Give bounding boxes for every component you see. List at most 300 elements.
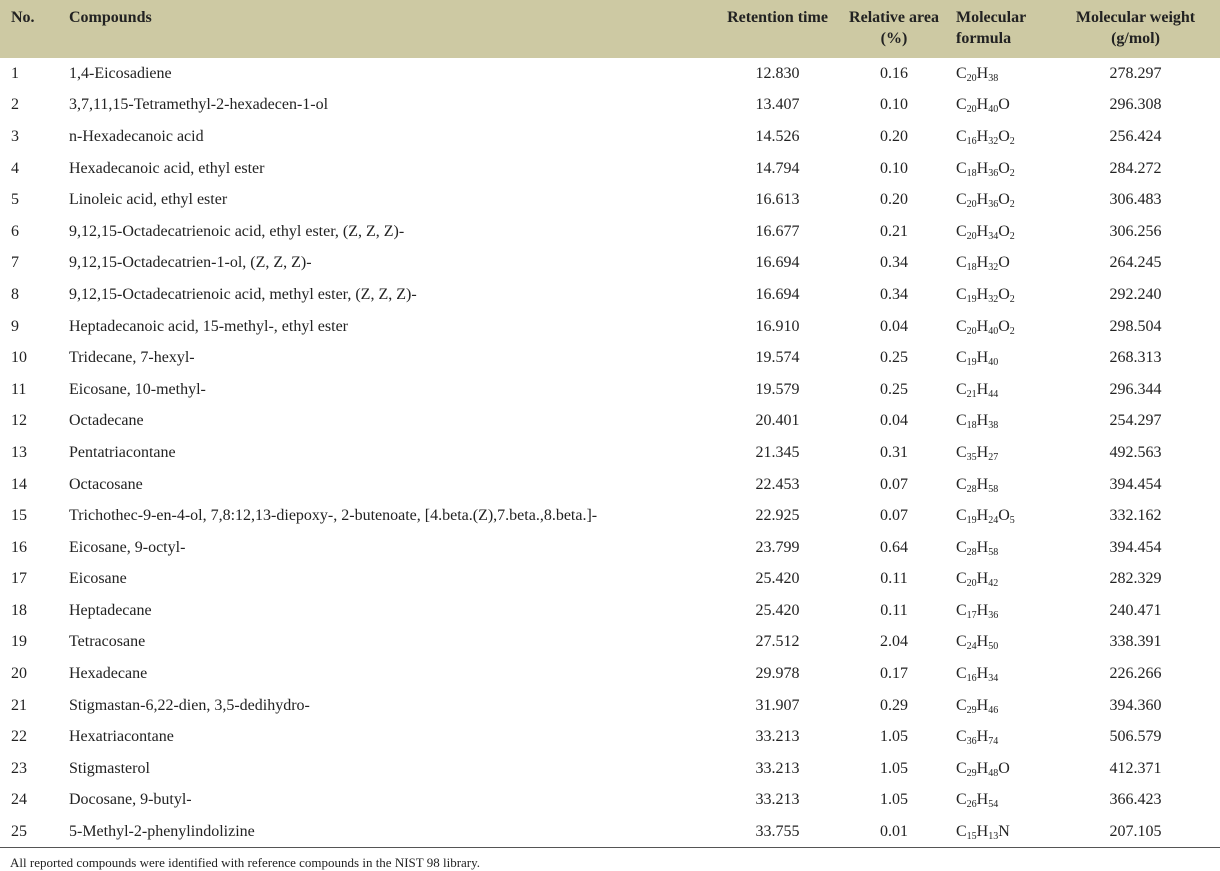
table-footnote: All reported compounds were identified with reference compounds in the NIST 98 library. xyxy=(10,855,481,871)
cell-retention-time: 16.677 xyxy=(755,222,800,240)
cell-molecular-formula xyxy=(952,311,1051,343)
cell-no: 14 xyxy=(11,475,27,493)
cell-no: 12 xyxy=(11,412,27,430)
cell-compound: 1,4-Eicosadiene xyxy=(69,64,172,82)
cell-compound: Eicosane xyxy=(69,570,127,588)
cell-retention-time: 25.420 xyxy=(755,570,800,588)
cell-molecular-weight: 306.256 xyxy=(1109,222,1162,240)
cell-molecular-formula xyxy=(952,121,1051,153)
formula-subscript: 29 xyxy=(966,704,977,716)
formula-element: C xyxy=(956,696,967,714)
formula-element: C xyxy=(956,96,967,114)
formula-subscript: 36 xyxy=(988,609,999,621)
formula-subscript: 42 xyxy=(988,578,999,590)
formula-element: H xyxy=(976,349,989,367)
table-row xyxy=(0,469,1220,501)
cell-molecular-formula xyxy=(952,374,1051,406)
formula-element: H xyxy=(976,127,989,145)
cell-compound: Tetracosane xyxy=(69,633,146,651)
formula-element: C xyxy=(956,475,967,493)
cell-retention-time: 16.613 xyxy=(755,191,800,209)
formula-subscript: 50 xyxy=(988,641,999,653)
cell-molecular-formula xyxy=(952,532,1051,564)
formula-subscript: 26 xyxy=(966,799,977,811)
cell-retention-time: 22.925 xyxy=(755,507,800,525)
table-row xyxy=(0,58,1220,90)
formula-element: H xyxy=(976,96,989,114)
cell-retention-time: 27.512 xyxy=(755,633,800,651)
cell-relative-area: 0.07 xyxy=(880,475,908,493)
formula-subscript: 54 xyxy=(988,799,999,811)
formula-element: O xyxy=(998,759,1010,777)
cell-molecular-weight: 338.391 xyxy=(1109,633,1162,651)
cell-compound: Heptadecanoic acid, 15-methyl-, ethyl ester xyxy=(69,317,348,335)
formula-element: H xyxy=(976,822,989,840)
table-row xyxy=(0,595,1220,627)
formula-element: C xyxy=(956,822,967,840)
cell-molecular-formula xyxy=(952,58,1051,90)
formula-element: H xyxy=(976,507,989,525)
cell-compound: Linoleic acid, ethyl ester xyxy=(69,191,228,209)
cell-relative-area: 0.04 xyxy=(880,412,908,430)
formula-element: O xyxy=(998,222,1010,240)
cell-molecular-formula xyxy=(952,406,1051,438)
formula-element: C xyxy=(956,127,967,145)
formula-subscript: 20 xyxy=(966,578,977,590)
cell-no: 16 xyxy=(11,538,27,556)
cell-molecular-weight: 284.272 xyxy=(1109,159,1162,177)
formula-subscript: 2 xyxy=(1009,293,1015,305)
cell-relative-area: 0.29 xyxy=(880,696,908,714)
cell-relative-area: 1.05 xyxy=(880,791,908,809)
table-row xyxy=(0,342,1220,374)
cell-relative-area: 0.31 xyxy=(880,443,908,461)
cell-relative-area: 0.04 xyxy=(880,317,908,335)
formula-subscript: 32 xyxy=(988,293,999,305)
formula-subscript: 20 xyxy=(966,104,977,116)
cell-molecular-weight: 492.563 xyxy=(1109,443,1162,461)
cell-no: 10 xyxy=(11,349,27,367)
cell-retention-time: 33.213 xyxy=(755,791,800,809)
cell-retention-time: 33.213 xyxy=(755,728,800,746)
header-retention-time: Retention time xyxy=(719,0,836,58)
cell-compound: Stigmasterol xyxy=(69,759,150,777)
formula-element: O xyxy=(998,254,1010,272)
cell-compound: Eicosane, 10-methyl- xyxy=(69,380,206,398)
formula-element: C xyxy=(956,159,967,177)
formula-subscript: 17 xyxy=(966,609,977,621)
header-molecular-formula: Molecular formula xyxy=(952,0,1051,58)
cell-no: 24 xyxy=(11,791,27,809)
table-row xyxy=(0,690,1220,722)
cell-molecular-formula xyxy=(952,627,1051,659)
cell-compound: 9,12,15-Octadecatrienoic acid, ethyl ester, (Z, Z, Z)- xyxy=(69,222,405,240)
cell-molecular-formula xyxy=(952,437,1051,469)
header-no: No. xyxy=(0,0,59,58)
cell-relative-area: 0.25 xyxy=(880,380,908,398)
cell-no: 11 xyxy=(11,380,27,398)
cell-retention-time: 23.799 xyxy=(755,538,800,556)
formula-subscript: 28 xyxy=(966,546,977,558)
formula-subscript: 24 xyxy=(988,515,999,527)
formula-subscript: 24 xyxy=(966,641,977,653)
formula-element: H xyxy=(976,443,989,461)
cell-retention-time: 31.907 xyxy=(755,696,800,714)
cell-molecular-formula xyxy=(952,658,1051,690)
cell-no: 17 xyxy=(11,570,27,588)
formula-subscript: 34 xyxy=(988,230,999,242)
formula-subscript: 2 xyxy=(1009,167,1015,179)
formula-element: N xyxy=(998,822,1010,840)
formula-element: C xyxy=(956,570,967,588)
table-row xyxy=(0,406,1220,438)
cell-compound: Hexadecane xyxy=(69,665,148,683)
cell-relative-area: 0.17 xyxy=(880,665,908,683)
cell-retention-time: 12.830 xyxy=(755,64,800,82)
table-row xyxy=(0,753,1220,785)
formula-element: O xyxy=(998,127,1010,145)
cell-molecular-weight: 292.240 xyxy=(1109,285,1162,303)
formula-subscript: 16 xyxy=(966,135,977,147)
table-row xyxy=(0,153,1220,185)
cell-molecular-formula xyxy=(952,785,1051,817)
formula-element: H xyxy=(976,317,989,335)
formula-subscript: 74 xyxy=(988,736,999,748)
formula-element: H xyxy=(976,159,989,177)
formula-element: H xyxy=(976,696,989,714)
formula-element: H xyxy=(976,191,989,209)
cell-retention-time: 33.755 xyxy=(719,816,836,848)
cell-no: 8 xyxy=(11,285,19,303)
cell-relative-area: 0.25 xyxy=(880,349,908,367)
formula-element: C xyxy=(956,443,967,461)
header-compounds: Compounds xyxy=(59,0,719,58)
formula-subscript: 13 xyxy=(988,830,999,842)
formula-element: C xyxy=(956,285,967,303)
formula-element: O xyxy=(998,191,1010,209)
cell-no: 5 xyxy=(11,191,19,209)
table-row xyxy=(0,785,1220,817)
formula-subscript: 29 xyxy=(966,767,977,779)
cell-compound: Octadecane xyxy=(69,412,144,430)
cell-molecular-formula xyxy=(952,342,1051,374)
cell-molecular-weight: 268.313 xyxy=(1109,349,1162,367)
cell-retention-time: 19.579 xyxy=(755,380,800,398)
cell-molecular-formula xyxy=(952,564,1051,596)
table-row xyxy=(0,311,1220,343)
cell-relative-area: 0.20 xyxy=(880,127,908,145)
cell-no: 2 xyxy=(11,96,19,114)
formula-subscript: 20 xyxy=(966,199,977,211)
formula-subscript: 19 xyxy=(966,293,977,305)
formula-subscript: 38 xyxy=(988,420,999,432)
cell-molecular-weight: 256.424 xyxy=(1109,127,1162,145)
cell-no: 23 xyxy=(11,759,27,777)
cell-molecular-weight: 296.344 xyxy=(1109,380,1162,398)
formula-subscript: 16 xyxy=(966,673,977,685)
table-row xyxy=(0,184,1220,216)
cell-compound: 3,7,11,15-Tetramethyl-2-hexadecen-1-ol xyxy=(69,96,329,114)
cell-relative-area: 0.20 xyxy=(880,191,908,209)
formula-subscript: 34 xyxy=(988,673,999,685)
formula-element: O xyxy=(998,507,1010,525)
cell-relative-area: 1.05 xyxy=(880,728,908,746)
table-row xyxy=(0,90,1220,122)
cell-compound: Docosane, 9-butyl- xyxy=(69,791,192,809)
cell-relative-area: 0.64 xyxy=(880,538,908,556)
cell-compound: Stigmastan-6,22-dien, 3,5-dedihydro- xyxy=(69,696,310,714)
formula-subscript: 2 xyxy=(1009,135,1015,147)
cell-no: 21 xyxy=(11,696,27,714)
cell-molecular-formula xyxy=(952,595,1051,627)
cell-no: 3 xyxy=(11,127,19,145)
cell-molecular-weight: 207.105 xyxy=(1051,816,1220,848)
table-row xyxy=(0,564,1220,596)
formula-subscript: 27 xyxy=(988,451,999,463)
formula-element: O xyxy=(998,285,1010,303)
cell-relative-area: 0.10 xyxy=(880,159,908,177)
formula-element: O xyxy=(998,317,1010,335)
formula-element: C xyxy=(956,665,967,683)
formula-element: H xyxy=(976,380,989,398)
cell-compound: Hexadecanoic acid, ethyl ester xyxy=(69,159,265,177)
formula-subscript: 2 xyxy=(1009,199,1015,211)
formula-subscript: 18 xyxy=(966,167,977,179)
formula-element: C xyxy=(956,380,967,398)
cell-molecular-formula xyxy=(952,816,1051,848)
cell-molecular-weight: 306.483 xyxy=(1109,191,1162,209)
formula-subscript: 20 xyxy=(966,325,977,337)
cell-retention-time: 20.401 xyxy=(755,412,800,430)
cell-retention-time: 14.794 xyxy=(755,159,800,177)
cell-retention-time: 22.453 xyxy=(755,475,800,493)
cell-molecular-formula xyxy=(952,721,1051,753)
cell-molecular-weight: 506.579 xyxy=(1109,728,1162,746)
formula-subscript: 2 xyxy=(1009,230,1015,242)
table-row xyxy=(0,532,1220,564)
formula-subscript: 32 xyxy=(988,135,999,147)
table-row xyxy=(0,437,1220,469)
cell-molecular-formula xyxy=(952,216,1051,248)
cell-retention-time: 33.213 xyxy=(755,759,800,777)
formula-subscript: 28 xyxy=(966,483,977,495)
formula-element: H xyxy=(976,538,989,556)
cell-no: 22 xyxy=(11,728,27,746)
cell-no: 19 xyxy=(11,633,27,651)
table-row xyxy=(0,816,1220,848)
cell-retention-time: 29.978 xyxy=(755,665,800,683)
formula-element: H xyxy=(976,254,989,272)
formula-element: C xyxy=(956,64,967,82)
formula-subscript: 44 xyxy=(988,388,999,400)
cell-retention-time: 25.420 xyxy=(755,601,800,619)
cell-molecular-formula xyxy=(952,469,1051,501)
cell-relative-area: 2.04 xyxy=(880,633,908,651)
formula-element: C xyxy=(956,317,967,335)
table-row xyxy=(0,721,1220,753)
cell-compound: 9,12,15-Octadecatrienoic acid, methyl ester, (Z, Z, Z)- xyxy=(69,285,417,303)
cell-no: 25 xyxy=(0,816,59,848)
cell-relative-area: 0.21 xyxy=(880,222,908,240)
formula-element: H xyxy=(976,222,989,240)
formula-subscript: 35 xyxy=(966,451,977,463)
cell-retention-time: 16.910 xyxy=(755,317,800,335)
formula-element: H xyxy=(976,791,989,809)
cell-molecular-formula xyxy=(952,90,1051,122)
formula-subscript: 32 xyxy=(988,262,999,274)
formula-subscript: 40 xyxy=(988,325,999,337)
cell-retention-time: 16.694 xyxy=(755,285,800,303)
cell-no: 7 xyxy=(11,254,19,272)
formula-element: H xyxy=(976,633,989,651)
formula-element: C xyxy=(956,412,967,430)
cell-relative-area: 0.10 xyxy=(880,96,908,114)
formula-element: C xyxy=(956,759,967,777)
cell-no: 6 xyxy=(11,222,19,240)
cell-compound: Trichothec-9-en-4-ol, 7,8:12,13-diepoxy-, 2-butenoate, [4.beta.(Z),7.beta.,8.beta.]- xyxy=(69,507,598,525)
formula-element: C xyxy=(956,728,967,746)
table-row xyxy=(0,658,1220,690)
formula-element: C xyxy=(956,601,967,619)
cell-compound: Eicosane, 9-octyl- xyxy=(69,538,186,556)
cell-molecular-formula xyxy=(952,248,1051,280)
cell-no: 18 xyxy=(11,601,27,619)
cell-molecular-weight: 394.454 xyxy=(1109,475,1162,493)
formula-element: O xyxy=(998,159,1010,177)
header-relative-area: Relative area (%) xyxy=(836,0,952,58)
formula-subscript: 40 xyxy=(988,357,999,369)
formula-subscript: 2 xyxy=(1009,325,1015,337)
formula-subscript: 5 xyxy=(1009,515,1015,527)
formula-element: C xyxy=(956,349,967,367)
cell-no: 15 xyxy=(11,507,27,525)
formula-subscript: 48 xyxy=(988,767,999,779)
cell-relative-area: 0.34 xyxy=(880,285,908,303)
cell-molecular-weight: 298.504 xyxy=(1109,317,1162,335)
cell-molecular-weight: 412.371 xyxy=(1109,759,1162,777)
formula-element: C xyxy=(956,538,967,556)
cell-molecular-weight: 296.308 xyxy=(1109,96,1162,114)
cell-molecular-formula xyxy=(952,500,1051,532)
formula-element: H xyxy=(976,64,989,82)
formula-subscript: 36 xyxy=(988,167,999,179)
cell-retention-time: 16.694 xyxy=(755,254,800,272)
cell-compound: n-Hexadecanoic acid xyxy=(69,127,204,145)
formula-subscript: 46 xyxy=(988,704,999,716)
cell-relative-area: 1.05 xyxy=(880,759,908,777)
table-body xyxy=(0,58,1220,848)
cell-molecular-weight: 332.162 xyxy=(1109,507,1162,525)
table-row xyxy=(0,121,1220,153)
cell-no: 13 xyxy=(11,443,27,461)
cell-compound: Tridecane, 7-hexyl- xyxy=(69,349,195,367)
cell-no: 1 xyxy=(11,64,19,82)
formula-element: H xyxy=(976,601,989,619)
formula-element: C xyxy=(956,791,967,809)
cell-no: 9 xyxy=(11,317,19,335)
formula-subscript: 18 xyxy=(966,262,977,274)
table-row xyxy=(0,279,1220,311)
cell-molecular-weight: 394.454 xyxy=(1109,538,1162,556)
formula-subscript: 19 xyxy=(966,515,977,527)
formula-element: O xyxy=(998,96,1010,114)
formula-subscript: 21 xyxy=(966,388,977,400)
formula-element: H xyxy=(976,285,989,303)
formula-subscript: 38 xyxy=(988,72,999,84)
formula-subscript: 18 xyxy=(966,420,977,432)
cell-relative-area: 0.01 xyxy=(836,816,952,848)
cell-molecular-formula xyxy=(952,690,1051,722)
cell-molecular-weight: 240.471 xyxy=(1109,601,1162,619)
cell-relative-area: 0.34 xyxy=(880,254,908,272)
cell-molecular-formula xyxy=(952,184,1051,216)
formula-element: H xyxy=(976,759,989,777)
cell-no: 4 xyxy=(11,159,19,177)
formula-element: C xyxy=(956,222,967,240)
table-row xyxy=(0,374,1220,406)
formula-subscript: 15 xyxy=(966,830,977,842)
table-row xyxy=(0,500,1220,532)
cell-molecular-weight: 366.423 xyxy=(1109,791,1162,809)
formula-element: H xyxy=(976,570,989,588)
cell-molecular-weight: 264.245 xyxy=(1109,254,1162,272)
table-row xyxy=(0,216,1220,248)
cell-molecular-formula xyxy=(952,153,1051,185)
cell-molecular-weight: 226.266 xyxy=(1109,665,1162,683)
formula-element: H xyxy=(976,665,989,683)
cell-molecular-weight: 254.297 xyxy=(1109,412,1162,430)
cell-retention-time: 13.407 xyxy=(755,96,800,114)
formula-subscript: 58 xyxy=(988,483,999,495)
cell-relative-area: 0.11 xyxy=(880,601,908,619)
formula-element: H xyxy=(976,475,989,493)
formula-subscript: 58 xyxy=(988,546,999,558)
formula-element: H xyxy=(976,728,989,746)
cell-molecular-formula xyxy=(952,753,1051,785)
table-header-row xyxy=(0,0,1220,58)
cell-retention-time: 19.574 xyxy=(755,349,800,367)
cell-no: 20 xyxy=(11,665,27,683)
cell-molecular-weight: 278.297 xyxy=(1109,64,1162,82)
cell-molecular-weight: 394.360 xyxy=(1109,696,1162,714)
header-molecular-weight: Molecular weight (g/mol) xyxy=(1051,0,1220,58)
formula-subscript: 40 xyxy=(988,104,999,116)
formula-subscript: 19 xyxy=(966,357,977,369)
cell-relative-area: 0.16 xyxy=(880,64,908,82)
cell-compound: Heptadecane xyxy=(69,601,152,619)
cell-compound: Hexatriacontane xyxy=(69,728,174,746)
formula-element: C xyxy=(956,507,967,525)
formula-subscript: 36 xyxy=(988,199,999,211)
table-row xyxy=(0,248,1220,280)
cell-compound: Pentatriacontane xyxy=(69,443,176,461)
formula-element: C xyxy=(956,254,967,272)
table-row xyxy=(0,627,1220,659)
formula-element: C xyxy=(956,633,967,651)
cell-compound: 5-Methyl-2-phenylindolizine xyxy=(59,816,719,848)
cell-relative-area: 0.07 xyxy=(880,507,908,525)
cell-compound: Octacosane xyxy=(69,475,143,493)
cell-molecular-weight: 282.329 xyxy=(1109,570,1162,588)
formula-subscript: 20 xyxy=(966,230,977,242)
cell-molecular-formula xyxy=(952,279,1051,311)
cell-compound: 9,12,15-Octadecatrien-1-ol, (Z, Z, Z)- xyxy=(69,254,312,272)
cell-relative-area: 0.11 xyxy=(880,570,908,588)
cell-retention-time: 21.345 xyxy=(755,443,800,461)
cell-retention-time: 14.526 xyxy=(755,127,800,145)
formula-subscript: 20 xyxy=(966,72,977,84)
formula-subscript: 36 xyxy=(966,736,977,748)
